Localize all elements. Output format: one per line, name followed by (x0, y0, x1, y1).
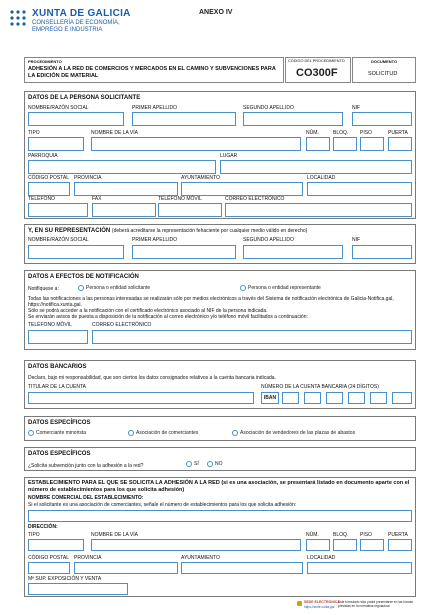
notify-option-representative[interactable] (240, 285, 321, 291)
radio-icon (28, 430, 34, 436)
procedure-code: CO300F (296, 67, 338, 79)
est-zip-label: CÓDIGO POSTAL (28, 555, 70, 561)
est-floor-label: PISO (360, 532, 372, 538)
radio-icon (128, 430, 134, 436)
representative-title (28, 228, 307, 234)
iban-label: IBAN (263, 395, 277, 401)
commercial-name-label: NOMBRE COMERCIAL DEL ESTABLECIMIENTO: (28, 495, 144, 501)
applicant-phone-field[interactable] (28, 203, 88, 217)
specific1-option-retailer-label: Comerciante minorista (36, 430, 87, 436)
iban-digits-4[interactable] (348, 392, 365, 404)
doc-value: SOLICITUD (368, 71, 398, 77)
representative-title-note: (deberá acreditarse la representación fehaciente por cualquier medio válido en derecho) (111, 228, 308, 234)
est-locality-field[interactable] (307, 562, 412, 574)
est-zip-field[interactable] (28, 562, 70, 574)
iban-digits-2[interactable] (304, 392, 321, 404)
applicant-num-field[interactable] (306, 137, 330, 151)
specific1-option-association[interactable] (128, 430, 198, 436)
applicant-title: DATOS DE LA PERSONA SOLICITANTE (28, 95, 141, 101)
subsidy-no-option[interactable] (207, 461, 223, 467)
specific2-title: DATOS ESPECÍFICOS (28, 451, 91, 457)
iban-digits-6[interactable] (392, 392, 412, 404)
subsidy-question: ¿Solicita subvención junto con la adhesión a la red? (28, 463, 144, 469)
applicant-street-label: NOMBRE DE LA VÍA (91, 130, 138, 136)
applicant-mobile-label: TELÉFONO MÓVIL (158, 196, 202, 202)
notify-option-representative-label: Persona o entidad representante (248, 285, 321, 291)
iban-label-box (261, 392, 279, 404)
notify-email-label: CORREO ELECTRÓNICO (92, 322, 152, 328)
rep-surname1-label: PRIMER APELLIDO (132, 237, 178, 243)
applicant-block-field[interactable] (333, 137, 357, 151)
applicant-parish-label: PARROQUIA (28, 153, 58, 159)
rep-nif-label: NIF (352, 237, 361, 243)
applicant-num-label: NÚM. (306, 130, 319, 136)
notify-option-applicant-label: Persona o entidad solicitante (86, 285, 151, 291)
procedure-label: PROCEDIMIENTO (28, 59, 62, 64)
applicant-door-field[interactable] (388, 137, 412, 151)
notify-to-label: Notifíquese a: (28, 286, 59, 292)
commercial-name-field[interactable] (28, 510, 412, 522)
est-council-field[interactable] (181, 562, 303, 574)
bank-holder-label: TITULAR DE LA CUENTA (28, 384, 86, 390)
est-province-field[interactable] (74, 562, 178, 574)
specific1-option-market-vendors-label: Asociación de vendedores de las plazas de abastos (240, 430, 356, 436)
bank-holder-field[interactable] (28, 392, 254, 404)
procedure-title: ADHESIÓN A LA RED DE COMERCIOS Y MERCADOS EN EL CAMINO Y SUBVENCIONES PARA LA EDICIÓN DE MATERIAL (28, 66, 276, 79)
subsidy-yes-option[interactable] (186, 461, 199, 467)
iban-digits-1[interactable] (282, 392, 299, 404)
applicant-place-field[interactable] (220, 160, 412, 174)
rep-name-field[interactable] (28, 245, 124, 259)
specific1-option-retailer[interactable] (28, 430, 86, 436)
est-type-label: TIPO (28, 532, 40, 538)
bank-title: DATOS BANCARIOS (28, 364, 87, 370)
notification-text3: Se enviarán avisos de puesta a disposición de la notificación al correo electrónico y/o teléfono móvil facilitados a continuación: (28, 314, 308, 320)
notify-email-field[interactable] (92, 330, 412, 344)
est-council-label: AYUNTAMIENTO (181, 555, 220, 561)
est-street-label: NOMBRE DE LA VÍA (91, 532, 138, 538)
applicant-mobile-field[interactable] (158, 203, 222, 217)
est-province-label: PROVINCIA (74, 555, 102, 561)
subsidy-yes-label: SÍ (194, 461, 199, 467)
applicant-phone-label: TELÉFONO (28, 196, 55, 202)
est-floor-field[interactable] (360, 539, 384, 551)
iban-digits-5[interactable] (370, 392, 387, 404)
est-type-field[interactable] (28, 539, 84, 551)
specific1-option-market-vendors[interactable] (232, 430, 355, 436)
footer-text: Este formulario sólo podrá presentarse en las formas previstas en la normativa reguladora (338, 600, 413, 608)
org-name: XUNTA DE GALICIA (32, 8, 131, 19)
est-door-label: PUERTA (388, 532, 408, 538)
applicant-parish-field[interactable] (28, 160, 216, 174)
applicant-nif-label: NIF (352, 105, 361, 111)
applicant-council-field[interactable] (181, 182, 303, 196)
dept-line1: CONSELLERÍA DE ECONOMÍA, (32, 20, 120, 26)
rep-surname1-field[interactable] (132, 245, 236, 259)
annex-title: ANEXO IV (199, 9, 233, 16)
applicant-type-label: TIPO (28, 130, 40, 136)
est-block-label: BLOQ. (333, 532, 349, 538)
applicant-type-field[interactable] (28, 137, 84, 151)
rep-nif-field[interactable] (352, 245, 412, 259)
applicant-block-label: BLOQ. (333, 130, 349, 136)
applicant-name-label: NOMBRE/RAZÓN SOCIAL (28, 105, 89, 111)
subsidy-no-label: NO (215, 461, 223, 467)
applicant-nif-field[interactable] (352, 112, 412, 126)
rep-surname2-field[interactable] (243, 245, 343, 259)
applicant-fax-label: FAX (92, 196, 102, 202)
exhibition-field[interactable] (28, 583, 128, 595)
applicant-zip-label: CÓDIGO POSTAL (28, 175, 70, 181)
radio-icon (240, 285, 246, 291)
est-num-label: NÚM. (306, 532, 319, 538)
sede-icon (297, 601, 302, 606)
notification-text1: Todas las notificaciones a las personas interesadas se realizarán sólo por medios electrónicos a través del Sistema de notificación electrónica de Galicia-Notifica.gal, https://notifica.xunta.gal. (28, 296, 394, 308)
est-locality-label: LOCALIDAD (307, 555, 336, 561)
address-label: DIRECCIÓN: (28, 524, 58, 530)
est-block-field[interactable] (333, 539, 357, 551)
bank-declaration: Declaro, bajo mi responsabilidad, que son ciertos los datos consignados relativos a la cuenta bancaria indicada. (28, 375, 276, 381)
doc-label: DOCUMENTO (371, 59, 398, 64)
applicant-email-field[interactable] (225, 203, 412, 217)
applicant-council-label: AYUNTAMIENTO (181, 175, 220, 181)
iban-digits-3[interactable] (326, 392, 343, 404)
est-num-field[interactable] (306, 539, 330, 551)
applicant-street-field[interactable] (91, 137, 301, 151)
est-street-field[interactable] (91, 539, 301, 551)
applicant-name-field[interactable] (28, 112, 124, 126)
xunta-logo (8, 8, 28, 28)
applicant-province-label: PROVINCIA (74, 175, 102, 181)
applicant-floor-field[interactable] (360, 137, 384, 151)
applicant-surname2-label: SEGUNDO APELLIDO (243, 105, 294, 111)
establishment-title: ESTABLECIMIENTO PARA EL QUE SE SOLICITA LA ADHESIÓN A LA RED (si es una asociación, se presentará listado en documento aparte con el número de establecimientos para los que solicita adhesión) (28, 480, 410, 493)
radio-icon (186, 461, 192, 467)
radio-icon (78, 285, 84, 291)
applicant-surname1-field[interactable] (132, 112, 236, 126)
applicant-locality-field[interactable] (307, 182, 412, 196)
radio-icon (207, 461, 213, 467)
specific1-option-association-label: Asociación de comerciantes (136, 430, 199, 436)
bank-account-label: NÚMERO DE LA CUENTA BANCARIA (24 DÍGITOS) (261, 384, 379, 390)
est-door-field[interactable] (388, 539, 412, 551)
notification-text2: Sólo se podrá acceder a la notificación con el certificado electrónico asociado al NIF de la persona indicada. (28, 308, 268, 314)
notify-mobile-label: TELÉFONO MÓVIL (28, 322, 72, 328)
applicant-door-label: PUERTA (388, 130, 408, 136)
applicant-surname2-field[interactable] (243, 112, 343, 126)
footer-url[interactable]: https://sede.xunta.gal (304, 605, 335, 609)
applicant-email-label: CORREO ELECTRÓNICO (225, 196, 285, 202)
applicant-place-label: LUGAR (220, 153, 238, 159)
footer-sede: SEDE ELECTRÓNICA (304, 600, 340, 604)
exhibition-label: Mª SUP. EXPOSICIÓN Y VENTA (28, 576, 102, 582)
applicant-locality-label: LOCALIDAD (307, 175, 336, 181)
notify-option-applicant[interactable] (78, 285, 150, 291)
applicant-fax-field[interactable] (92, 203, 156, 217)
rep-surname2-label: SEGUNDO APELLIDO (243, 237, 294, 243)
dept-line2: EMPREGO E INDUSTRIA (32, 27, 103, 33)
radio-icon (232, 430, 238, 436)
code-label: CÓDIGO DEL PROCEDIMIENTO (288, 59, 345, 63)
applicant-surname1-label: PRIMER APELLIDO (132, 105, 178, 111)
applicant-province-field[interactable] (74, 182, 178, 196)
specific1-title: DATOS ESPECÍFICOS (28, 420, 91, 426)
rep-name-label: NOMBRE/RAZÓN SOCIAL (28, 237, 89, 243)
representative-title-text: Y, EN SU REPRESENTACIÓN (28, 228, 111, 234)
notification-title: DATOS A EFECTOS DE NOTIFICACIÓN (28, 274, 139, 280)
applicant-floor-label: PISO (360, 130, 372, 136)
association-note: Si el solicitante es una asociación de comerciantes, señale el número de establecimientos para los que solicita adhesión: (28, 502, 297, 508)
notify-mobile-field[interactable] (28, 330, 88, 344)
applicant-zip-field[interactable] (28, 182, 70, 196)
